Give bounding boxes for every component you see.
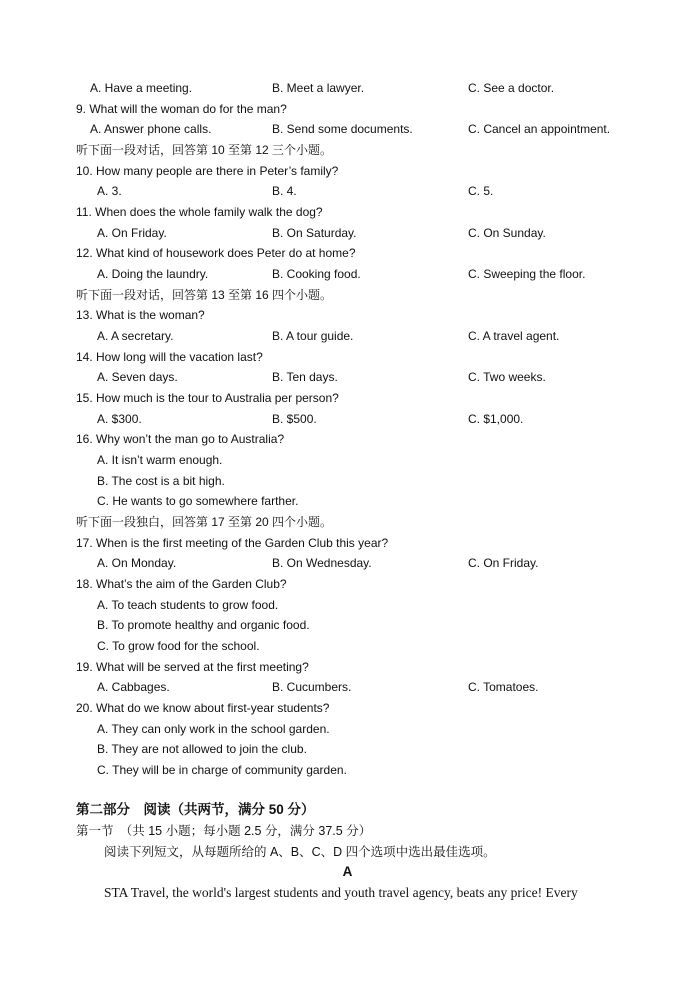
reading-instruction: 阅读下列短文，从每题所给的 A、B、C、D 四个选项中选出最佳选项。 — [104, 845, 496, 859]
q15-option-c: C. $1,000. — [468, 412, 524, 426]
q10-question: 10. How many people are there in Peter’s family? — [76, 164, 339, 178]
q20-option-a: A. They can only work in the school garden. — [97, 722, 330, 736]
q11-option-c: C. On Sunday. — [468, 226, 546, 240]
q16-question: 16. Why won’t the man go to Australia? — [76, 432, 285, 446]
q20-option-c: C. They will be in charge of community garden. — [97, 763, 347, 777]
q11-option-a: A. On Friday. — [97, 226, 167, 240]
q15-question: 15. How much is the tour to Australia per person? — [76, 391, 339, 405]
q18-option-b: B. To promote healthy and organic food. — [97, 618, 310, 632]
q20-question: 20. What do we know about first-year students? — [76, 701, 330, 715]
q17-question: 17. When is the first meeting of the Garden Club this year? — [76, 536, 389, 550]
q9-question: 9. What will the woman do for the man? — [76, 102, 287, 116]
directions-13-16: 听下面一段对话，回答第 13 至第 16 四个小题。 — [76, 288, 333, 302]
q17-option-c: C. On Friday. — [468, 556, 539, 570]
q18-option-a: A. To teach students to grow food. — [97, 598, 279, 612]
q9-option-a: A. Answer phone calls. — [90, 122, 212, 136]
q17-option-b: B. On Wednesday. — [272, 556, 372, 570]
q13-option-b: B. A tour guide. — [272, 329, 354, 343]
q16-option-b: B. The cost is a bit high. — [97, 474, 225, 488]
q12-question: 12. What kind of housework does Peter do at home? — [76, 246, 356, 260]
q19-option-b: B. Cucumbers. — [272, 680, 352, 694]
q16-option-a: A. It isn’t warm enough. — [97, 453, 223, 467]
q14-question: 14. How long will the vacation last? — [76, 350, 263, 364]
q9-option-c: C. Cancel an appointment. — [468, 122, 611, 136]
q12-option-c: C. Sweeping the floor. — [468, 267, 586, 281]
q12-option-a: A. Doing the laundry. — [97, 267, 209, 281]
passage-label: A — [342, 864, 353, 879]
q12-option-b: B. Cooking food. — [272, 267, 361, 281]
q14-option-a: A. Seven days. — [97, 370, 178, 384]
section-one-heading: 第一节 （共 15 小题；每小题 2.5 分，满分 37.5 分） — [76, 824, 372, 838]
q8-option-a: A. Have a meeting. — [90, 81, 193, 95]
q19-option-c: C. Tomatoes. — [468, 680, 539, 694]
q15-option-b: B. $500. — [272, 412, 317, 426]
q18-option-c: C. To grow food for the school. — [97, 639, 260, 653]
q16-option-c: C. He wants to go somewhere farther. — [97, 494, 299, 508]
q11-question: 11. When does the whole family walk the dog? — [76, 205, 323, 219]
q10-option-b: B. 4. — [272, 184, 297, 198]
part-two-heading: 第二部分 阅读（共两节，满分 50 分） — [76, 802, 315, 817]
passage-text: STA Travel, the world's largest students and youth travel agency, beats any price! Every — [104, 885, 578, 900]
q13-question: 13. What is the woman? — [76, 308, 205, 322]
q19-question: 19. What will be served at the first meeting? — [76, 660, 309, 674]
q15-option-a: A. $300. — [97, 412, 142, 426]
directions-10-12: 听下面一段对话，回答第 10 至第 12 三个小题。 — [76, 143, 333, 157]
q18-question: 18. What’s the aim of the Garden Club? — [76, 577, 287, 591]
q14-option-c: C. Two weeks. — [468, 370, 546, 384]
q14-option-b: B. Ten days. — [272, 370, 338, 384]
q8-option-b: B. Meet a lawyer. — [272, 81, 365, 95]
q19-option-a: A. Cabbages. — [97, 680, 170, 694]
q13-option-c: C. A travel agent. — [468, 329, 560, 343]
q10-option-c: C. 5. — [468, 184, 494, 198]
q17-option-a: A. On Monday. — [97, 556, 177, 570]
q11-option-b: B. On Saturday. — [272, 226, 357, 240]
q20-option-b: B. They are not allowed to join the club. — [97, 742, 307, 756]
q13-option-a: A. A secretary. — [97, 329, 174, 343]
q10-option-a: A. 3. — [97, 184, 122, 198]
q9-option-b: B. Send some documents. — [272, 122, 413, 136]
directions-17-20: 听下面一段独白，回答第 17 至第 20 四个小题。 — [76, 515, 333, 529]
q8-option-c: C. See a doctor. — [468, 81, 555, 95]
